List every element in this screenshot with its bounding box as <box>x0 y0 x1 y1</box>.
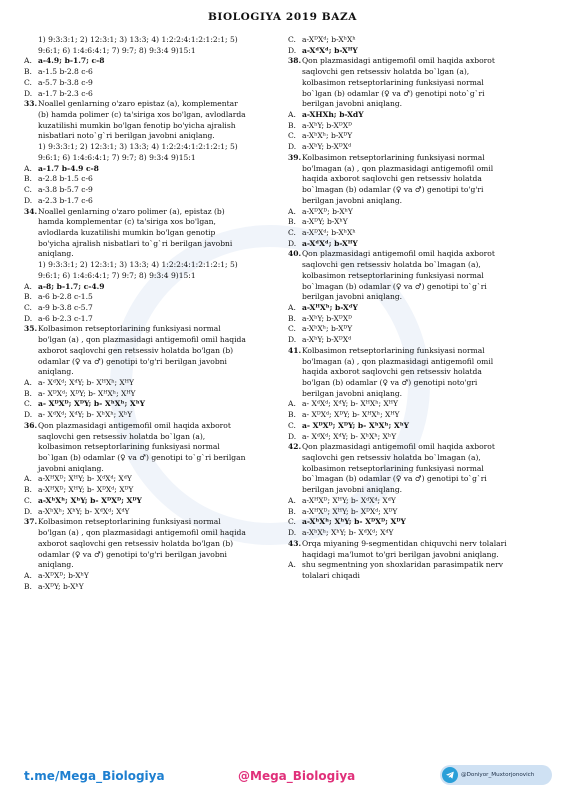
question-line <box>24 207 278 218</box>
option-letter: D. <box>24 88 33 98</box>
option-letter: D. <box>288 238 297 248</box>
text-line: javobni aniqlang. <box>38 463 104 473</box>
question-number: 41. <box>288 345 302 355</box>
text-line: aniqlang. <box>38 367 74 377</box>
text-line: haqida axborot saqlovchi gen retsessiv holatda <box>302 174 482 184</box>
text-line: haqidagi ma'lumot to'gri berilgan javobni aniqlang. <box>302 549 499 559</box>
option-text: a-XᴰXᵈ; b-XʰXʰ <box>302 35 356 44</box>
text-line: 9:6:1; 6) 1:4:6:4:1; 7) 9:7; 8) 9:3:4 9)15:1 <box>38 45 196 55</box>
question-line <box>24 324 278 335</box>
option-letter: C. <box>288 420 296 430</box>
option-text: a-XʰY; b-XᴰXᵈ <box>302 142 352 152</box>
answer-option <box>24 496 278 507</box>
option-text: a-XʰXʰ; XʰY; b- XᴰXᴰ; XᴰY <box>38 495 142 505</box>
answer-option <box>288 421 542 432</box>
answer-option <box>288 303 542 314</box>
answer-option <box>24 389 278 400</box>
question-line <box>288 346 542 357</box>
option-letter: A. <box>24 163 32 173</box>
option-letter: D. <box>288 431 297 441</box>
answer-option <box>288 507 542 518</box>
option-letter: B. <box>24 67 32 77</box>
text-line: 1) 9:3:3:1; 2) 12:3:1; 3) 13:3; 4) 1:2:2:4:1:2:1:2:1; 5) <box>38 260 238 270</box>
text-line: berilgan javobni aniqlang. <box>302 195 403 205</box>
option-letter: B. <box>288 217 296 227</box>
question-text: Qon plazmasidagi antigemofil omil haqida axborot <box>302 56 495 66</box>
question-text: Noallel genlarning o'zaro polimer (a), epistaz (b) <box>38 206 225 216</box>
option-text: a-XʰY; b-XᴰXᴰ <box>302 313 352 323</box>
text-line: bo`lmagan (b) odamlar (♀ va ♂) genotipi to'g'ri <box>302 185 484 195</box>
answer-option <box>24 56 278 67</box>
option-letter: A. <box>288 399 296 409</box>
text-line: kolbasimon retseptorlarining funksiyasi normal <box>38 442 220 452</box>
option-letter: C. <box>24 185 32 195</box>
text-line: saqlovchi gen retsessiv holatda bo`lgan (a), <box>302 67 470 77</box>
text-line: 1) 9:3:3:1; 2) 12:3:1; 3) 13:3; 4) 1:2:2:4:1:2:1:2:1; 5) <box>38 142 238 152</box>
question-line <box>288 539 542 550</box>
text-line: 9:6:1; 6) 1:4:6:4:1; 7) 9:7; 8) 9:3:4 9)15:1 <box>38 152 196 162</box>
text-line: bo'lgan (a) , qon plazmasidagi antigemofil omil haqida <box>38 528 246 538</box>
text-line: bo'yicha ajralish nisbatlari to`g`ri berilgan javobni <box>38 238 233 248</box>
question-text: Qon plazmasidagi antigemofil omil haqida axborot <box>38 420 231 430</box>
option-letter: C. <box>24 495 32 505</box>
text-line: odamlar (♀ va ♂) genotipi to'g'ri berilgan javobni <box>38 549 227 559</box>
text-line: 1) 9:3:3:1; 2) 12:3:1; 3) 13:3; 4) 1:2:2:4:1:2:1:2:1; 5) <box>38 35 238 44</box>
question-number: 43. <box>288 538 302 548</box>
question-text: Kolbasimon retseptorlarining funksiyasi normal <box>38 517 221 527</box>
question-line <box>288 249 542 260</box>
option-letter: C. <box>288 227 296 237</box>
option-text: a-XᴰXᵈ; b-XʰXʰ <box>302 227 356 237</box>
option-text: a-2.3 b-1.7 c-6 <box>38 195 93 205</box>
answer-option <box>288 410 542 421</box>
answer-option <box>288 314 542 325</box>
question-number: 40. <box>288 249 302 259</box>
option-text: a-XHXh; b-XdY <box>302 110 364 120</box>
answer-option <box>24 78 278 89</box>
option-letter: B. <box>24 581 32 591</box>
option-text: a-XᴴXᴰ; XᴴY; b- XᵈXᵈ; XᵈY <box>38 474 132 484</box>
option-text: a-XʰY; b-XᴰXᵈ <box>302 335 352 345</box>
answer-option <box>288 217 542 228</box>
answer-option <box>288 121 542 132</box>
option-letter: A. <box>288 560 296 570</box>
option-text: a-XᴰXᴰ; b-XʰY <box>302 206 353 216</box>
footer-channel-handle[interactable]: @Mega_Biologiya <box>238 769 356 783</box>
answer-option <box>24 89 278 100</box>
option-text: a-XᴰXᴰ; b-XʰY <box>38 570 89 580</box>
option-text: a-XʰXʰ; XʰY; b- XᴰXᴰ; XᴰY <box>302 517 406 527</box>
text-line: haqida axborot saqlovchi gen retsessiv holatda <box>302 367 482 377</box>
question-text: Noallel genlarning o'zaro epistaz (a), komplementar <box>38 99 238 109</box>
answer-option <box>24 507 278 518</box>
option-letter: B. <box>24 388 32 398</box>
option-text: a-XʰXʰ; XʰY; b- XᵈXᵈ; XᵈY <box>38 506 130 516</box>
left-column <box>24 35 278 592</box>
option-text: a-XᴰY; b-XʰY <box>38 581 84 591</box>
question-line <box>288 153 542 164</box>
option-letter: C. <box>288 35 296 44</box>
option-text: a- XᴰXᵈ; XᴰY; b- XᴴXʰ; XᴴY <box>302 410 400 420</box>
question-number: 36. <box>24 420 38 430</box>
option-letter: C. <box>288 131 296 141</box>
text-line: kolbasimon retseptorlarining funksiyasi normal <box>302 77 484 87</box>
text-line: aniqlang. <box>38 560 74 570</box>
option-text: shu segmentning yon shoxlaridan parasimpatik nerv <box>302 560 503 570</box>
question-number: 38. <box>288 56 302 66</box>
text-line: hamda komplementar (c) ta'siriga xos bo'lgan, <box>38 217 216 227</box>
option-letter: A. <box>288 110 296 120</box>
answer-option <box>24 196 278 207</box>
text-line: axborot saqlovchi gen retsessiv holatda bo'lgan (b) <box>38 538 234 548</box>
text-line: berilgan javobni aniqlang. <box>302 485 403 495</box>
text-line: nisbatlari noto`g`ri berilgan javobni aniqlang. <box>38 131 215 141</box>
option-letter: B. <box>288 313 296 323</box>
text-line: saqlovchi gen retsessiv holatda bo`lmagan (a), <box>302 260 481 270</box>
text-line: kolbasimon retseptorlarining funksiyasi normal <box>302 270 484 280</box>
answer-option <box>24 185 278 196</box>
option-text: a- XᵈXᵈ; XᵈY; b- XʰXʰ; XʰY <box>38 410 133 420</box>
option-letter: B. <box>24 485 32 495</box>
answer-option <box>24 174 278 185</box>
option-letter: C. <box>24 399 32 409</box>
question-line <box>24 517 278 528</box>
question-text: Kolbasimon retseptorlarining funksiyasi normal <box>38 324 221 334</box>
option-letter: D. <box>24 195 33 205</box>
question-number: 35. <box>24 324 38 334</box>
text-line: bo`lgan (b) odamlar (♀ va ♂) genotipi to`g`ri berilgan <box>38 453 246 463</box>
question-number: 34. <box>24 206 38 216</box>
option-letter: A. <box>24 378 32 387</box>
answer-option <box>288 517 542 528</box>
option-letter: A. <box>24 281 32 291</box>
answer-option <box>288 207 542 218</box>
option-letter: B. <box>288 506 296 516</box>
option-letter: D. <box>288 142 297 152</box>
text-line: saqlovchi gen retsessiv holatda bo`lgan (a), <box>38 431 206 441</box>
text-line: kolbasimon retseptorlarining funksiyasi normal <box>302 463 484 473</box>
text-line: bo'lmagan (a) , qon plazmasidagi antigemofil omil <box>302 163 494 173</box>
text-line: berilgan javobni aniqlang. <box>302 292 403 302</box>
question-number: 39. <box>288 152 302 162</box>
answer-option <box>288 110 542 121</box>
option-text: a-XᴴXᴰ; XᴴY; b- XᵈXᵈ; XᵈY <box>302 495 396 505</box>
option-text: a-1.5 b-2.8 c-6 <box>38 67 93 77</box>
option-letter: C. <box>24 302 32 312</box>
answer-option <box>24 292 278 303</box>
answer-option <box>288 131 542 142</box>
option-text: a-XᴴXᴰ; XᴴY; b- XᴰXᵈ; XᴰY <box>302 506 398 516</box>
question-number: 42. <box>288 442 302 452</box>
option-text: a-6 b-2.3 c-1.7 <box>38 313 93 323</box>
option-letter: D. <box>288 335 297 345</box>
option-letter: B. <box>24 292 32 302</box>
option-text: a- XᴰXᴰ; XᴰY; b- XʰXʰ; XʰY <box>38 399 146 409</box>
option-letter: A. <box>24 474 32 484</box>
option-text: a-8; b-1.7; c-4.9 <box>38 281 105 291</box>
answer-option <box>24 410 278 421</box>
text-line: tolalari chiqadi <box>302 570 360 580</box>
answer-option <box>24 378 278 389</box>
answer-option <box>24 67 278 78</box>
option-text: a-4.9; b-1.7; c-8 <box>38 56 105 66</box>
footer-author-name: @Doniyor_Muxtorjonovich <box>461 772 535 778</box>
answer-option <box>288 142 542 153</box>
answer-option <box>288 324 542 335</box>
option-text: a-XᴰY; b-XʰY <box>302 217 348 227</box>
answer-option <box>24 399 278 410</box>
answer-option <box>288 560 542 571</box>
option-text: a-6 b-2.8 c-1.5 <box>38 292 93 302</box>
option-letter: D. <box>24 506 33 516</box>
answer-option <box>24 474 278 485</box>
text-line: kuzatilishi mumkin bo'lgan fenotip bo'yicha ajralish <box>38 120 236 130</box>
answer-option <box>24 314 278 325</box>
footer-author-badge[interactable] <box>440 765 552 785</box>
footer-channel-link[interactable]: t.me/Mega_Biologiya <box>24 769 165 783</box>
text-line: axborot saqlovchi gen retsessiv holatda bo'lgan (b) <box>38 345 234 355</box>
text-line: 9:6:1; 6) 1:4:6:4:1; 7) 9:7; 8) 9:3:4 9)15:1 <box>38 270 196 280</box>
page-title: BIOLOGIYA 2019 BAZA <box>207 11 358 23</box>
question-line <box>24 421 278 432</box>
text-line: saqlovchi gen retsessiv holatda bo`lmagan (a), <box>302 453 481 463</box>
question-number: 37. <box>24 517 38 527</box>
question-text: Qon plazmasidagi antigemofil omil haqida axborot <box>302 442 495 452</box>
option-text: a-1.7 b-4.9 c-8 <box>38 163 99 173</box>
option-text: a-XᴴXʰ; b-XᵈY <box>302 302 358 312</box>
option-text: a- XᴰXᴰ; XᴰY; b- XʰXʰ; XʰY <box>302 420 410 430</box>
answer-option <box>288 335 542 346</box>
option-text: a- XᵈXᵈ; XᵈY; b- XᴴXʰ; XᴴY <box>38 378 134 387</box>
option-text: a-5.7 b-3.8 c-9 <box>38 77 93 87</box>
answer-option <box>24 282 278 293</box>
text-line: odamlar (♀ va ♂) genotipi to'g'ri berilgan javobni <box>38 356 227 366</box>
question-number: 33. <box>24 99 38 109</box>
right-column <box>288 35 542 582</box>
option-text: a-3.8 b-5.7 c-9 <box>38 185 93 195</box>
answer-option <box>24 571 278 582</box>
option-letter: C. <box>288 517 296 527</box>
option-letter: A. <box>24 56 32 66</box>
question-text: Qon plazmasidagi antigemofil omil haqida axborot <box>302 249 495 259</box>
answer-option <box>24 164 278 175</box>
option-letter: B. <box>288 410 296 420</box>
option-letter: D. <box>288 528 297 538</box>
question-text: Orqa miyaning 9-segmentidan chiquvchi nerv tolalari <box>302 538 507 548</box>
text-line: berilgan javobni aniqlang. <box>302 99 403 109</box>
option-text: a-XʰY; b-XᴰXᴰ <box>302 120 352 130</box>
answer-option <box>288 35 542 46</box>
option-text: a- XᵈXᵈ; XᵈY; b- XᴴXʰ; XᴴY <box>302 399 398 409</box>
option-text: a-XᵈXᵈ; b-XᴴY <box>302 238 358 248</box>
answer-option <box>288 228 542 239</box>
option-text: a-XʰXʰ; XʰY; b- XᵈXᵈ; XᵈY <box>302 528 394 538</box>
option-letter: C. <box>288 324 296 334</box>
option-letter: D. <box>24 313 33 323</box>
option-letter: B. <box>288 120 296 130</box>
text-line: bo'lmagan (a) , qon plazmasidagi antigemofil omil <box>302 356 494 366</box>
option-text: a-2.8 b-1.5 c-6 <box>38 174 93 184</box>
option-text: a-XʰXʰ; b-XᴰY <box>302 131 353 141</box>
text-line: bo`lmagan (b) odamlar (♀ va ♂) genotipi to`g`ri <box>302 281 487 291</box>
question-text: Kolbasimon retseptorlarining funksiyasi normal <box>302 345 485 355</box>
text-line: bo'lgan (a) , qon plazmasidagi antigemofil omil haqida <box>38 335 246 345</box>
option-letter: D. <box>24 410 33 420</box>
answer-option <box>288 496 542 507</box>
answer-option <box>24 582 278 593</box>
text-line: berilgan javobni aniqlang. <box>302 388 403 398</box>
option-letter: A. <box>288 206 296 216</box>
question-line <box>288 56 542 67</box>
answer-option <box>288 432 542 443</box>
text-line: bo`lmagan (b) odamlar (♀ va ♂) genotipi to`g`ri <box>302 474 487 484</box>
answer-option <box>24 485 278 496</box>
option-letter: A. <box>288 302 296 312</box>
answer-option <box>288 399 542 410</box>
question-text: Kolbasimon retseptorlarining funksiyasi normal <box>302 152 485 162</box>
text-line: bo'lgan (b) odamlar (♀ va ♂) genotipi noto'gri <box>302 378 478 387</box>
option-text: a-XʰXʰ; b-XᴰY <box>302 324 353 334</box>
option-letter: B. <box>24 174 32 184</box>
option-text: a-1.7 b-2.3 c-6 <box>38 88 93 98</box>
question-line <box>288 442 542 453</box>
option-text: a-9 b-3.8 c-5.7 <box>38 302 93 312</box>
text-line: aniqlang. <box>38 249 74 259</box>
text-line: avlodlarda kuzatilishi mumkin bo'lgan genotip <box>38 227 216 237</box>
option-text: a-XᴴXᴰ; XᴴY; b- XᴰXᵈ; XᴰY <box>38 485 134 495</box>
answer-option <box>24 303 278 314</box>
option-letter: C. <box>24 77 32 87</box>
text-line: (b) hamda polimer (c) ta'siriga xos bo'lgan, avlodlarda <box>38 110 246 120</box>
question-line <box>24 99 278 110</box>
option-letter: D. <box>288 45 297 55</box>
text-line: bo`lgan (b) odamlar (♀ va ♂) genotipi noto`g`ri <box>302 88 485 98</box>
telegram-icon <box>442 767 458 783</box>
option-text: a- XᵈXᵈ; XᵈY; b- XʰXʰ; XʰY <box>302 431 397 441</box>
answer-option <box>288 46 542 57</box>
option-text: a-XᵈXᵈ; b-XᴴY <box>302 45 358 55</box>
answer-option <box>288 528 542 539</box>
option-letter: A. <box>288 495 296 505</box>
option-text: a- XᴰXᵈ; XᴰY; b- XᴴXʰ; XᴴY <box>38 388 136 398</box>
answer-option <box>288 239 542 250</box>
footer <box>0 762 565 800</box>
option-letter: A. <box>24 570 32 580</box>
